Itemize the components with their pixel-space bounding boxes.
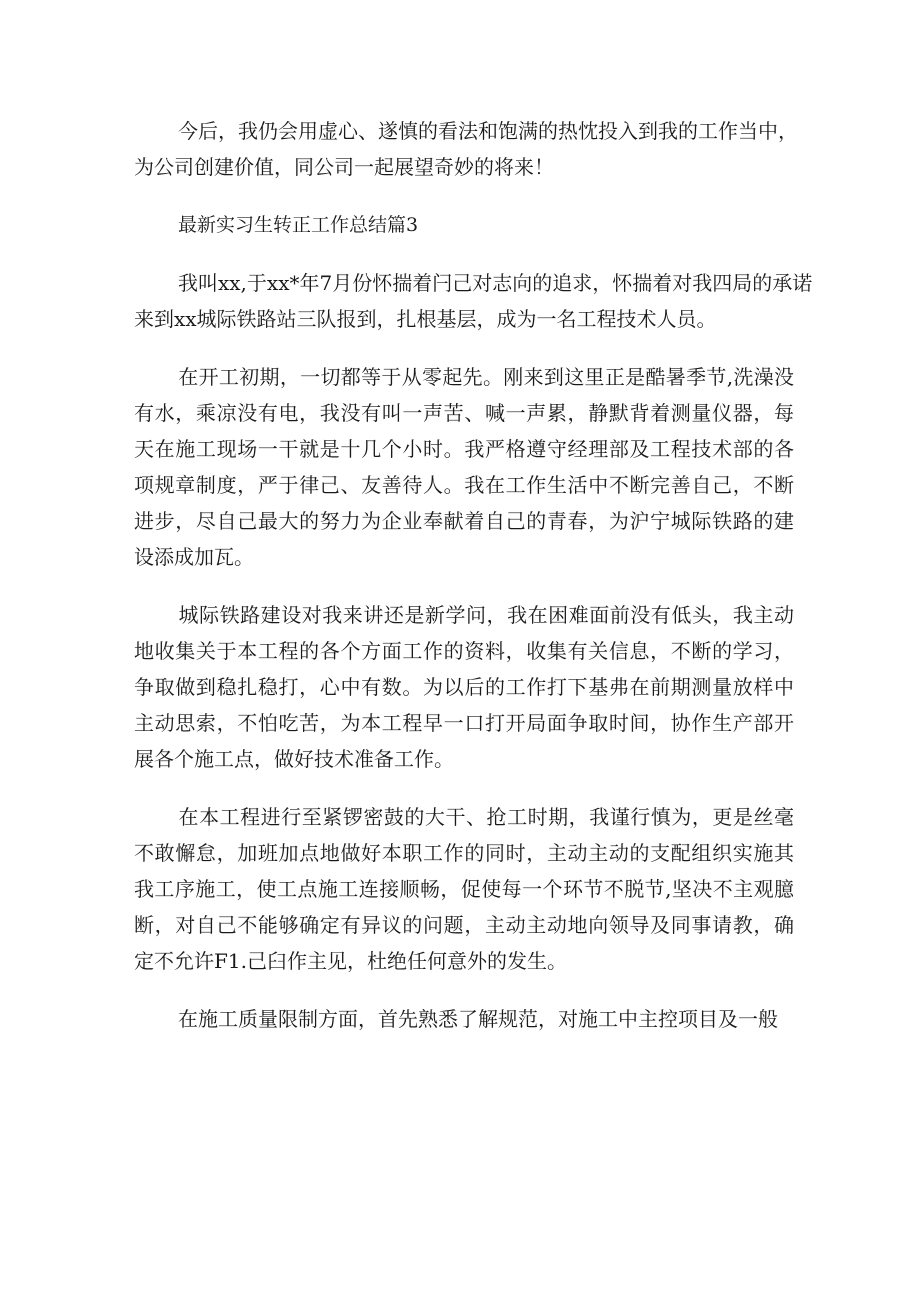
text-line xyxy=(134,359,794,395)
text-line-content: 我叫xx,于xx*年7月份怀揣着闩己对志向的追求，怀揣着对我四局的承诺 xyxy=(178,271,813,295)
text-line xyxy=(134,597,794,633)
paragraph-intro xyxy=(134,265,813,337)
text-line: 有水，乘凉没有电，我没有叫一声苦、喊一声累，静默背着测量仪器，每 xyxy=(134,401,794,425)
paragraph-quality xyxy=(134,1001,794,1037)
text-line: 设添成加瓦。 xyxy=(134,545,254,569)
text-line: 定不允许F1.己臼作主见，杜绝任何意外的发生。 xyxy=(134,949,567,973)
text-line-content: 在本工程进行至紧锣密鼓的大干、抢工时期，我谨行慎为，更是丝毫 xyxy=(178,805,794,829)
text-line-content: 在开工初期，一切都等于从零起先。刚来到这里正是酷暑季节,洗澡没 xyxy=(178,365,794,389)
text-line: 我工序施工，使工点施工连接顺畅，促使每一个环节不脱节,坚决不主观臆 xyxy=(134,877,794,901)
text-line: 进步，尽自己最大的努力为企业奉献着自己的青春，为沪宁城际铁路的建 xyxy=(134,509,794,533)
text-line xyxy=(134,265,813,301)
text-line: 来到xx城际铁路站三队报到，扎根基层，成为一名工程技术人员。 xyxy=(134,307,717,331)
text-line: 主动思索，不怕吃苦，为本工程早一口打开局面争取时间，协作生产部开 xyxy=(134,711,794,735)
text-line: 项规章制度，严于律己、友善待人。我在工作生活中不断完善自己，不断 xyxy=(134,473,794,497)
section-heading xyxy=(134,207,794,243)
text-line: 展各个施工点，做好技术准备工作。 xyxy=(134,747,454,771)
text-line: 为公司创建价值，同公司一起展望奇妙的将来！ xyxy=(134,155,554,179)
text-line: 断，对自己不能够确定有异议的问题，主动主动地向领导及同事请教，确 xyxy=(134,913,794,937)
document-body xyxy=(134,113,813,1059)
text-line-content: 今后，我仍会用虚心、遂慎的看法和饱满的热忱投入到我的工作当中， xyxy=(178,119,798,143)
text-line-content: 城际铁路建设对我来讲还是新学问，我在困难面前没有低头，我主动 xyxy=(178,603,794,627)
text-line: 不敢懈怠，加班加点地做好本职工作的同时，主动主动的支配组织实施其 xyxy=(134,841,794,865)
text-line: 地收集关于本工程的各个方面工作的资料，收集有关信息，不断的学习， xyxy=(134,639,794,663)
text-line-content: 在施工质量限制方面，首先熟悉了解规范，对施工中主控项目及一般 xyxy=(178,1007,778,1031)
text-line: 天在施工现场一干就是十几个小时。我严格遵守经理部及工程技术部的各 xyxy=(134,437,794,461)
paragraph-learning xyxy=(134,597,794,777)
text-line xyxy=(134,113,798,149)
text-line xyxy=(134,799,794,835)
text-line: 争取做到稳扎稳打，心中有数。为以后的工作打下基弗在前期测量放样中 xyxy=(134,675,794,699)
text-line xyxy=(134,1001,794,1037)
paragraph-construction xyxy=(134,799,794,979)
section-heading-text: 最新实习生转正工作总结篇3 xyxy=(178,214,419,236)
paragraph-closing xyxy=(134,113,798,185)
paragraph-early-stage xyxy=(134,359,794,575)
